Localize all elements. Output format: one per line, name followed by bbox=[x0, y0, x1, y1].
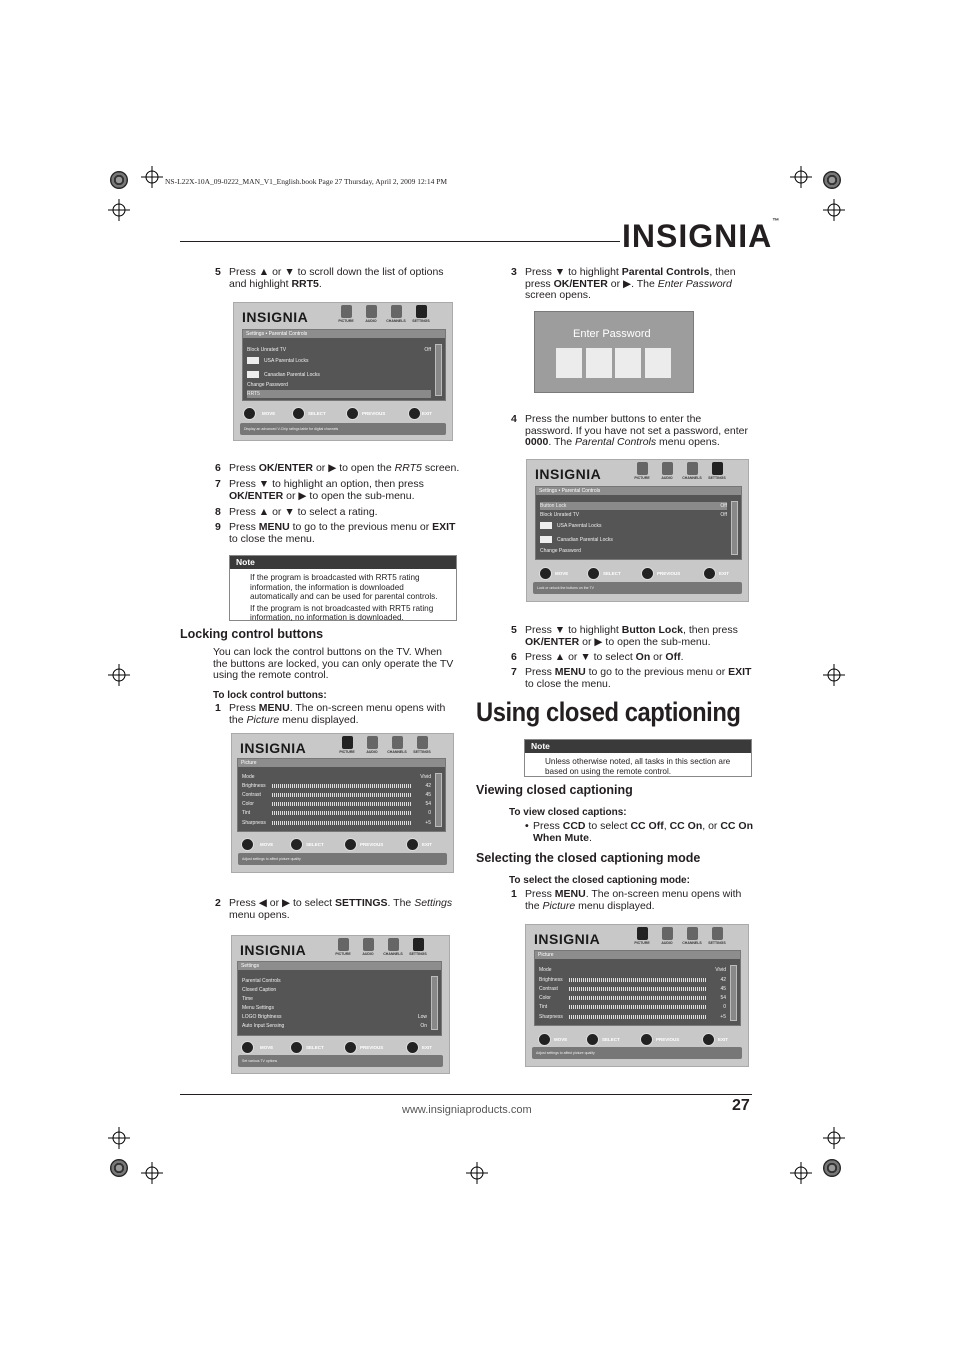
tab-channels: CHANNELS bbox=[385, 305, 407, 323]
locking-paragraph: You can lock the control buttons on the TV. When the buttons are locked, you can only operate the TV using the remote control. bbox=[213, 646, 454, 681]
tab-settings: SETTINGS bbox=[706, 462, 728, 480]
menu-row: Closed Caption bbox=[242, 987, 277, 993]
footer-url: www.insigniaproducts.com bbox=[402, 1104, 532, 1116]
tab-channels: CHANNELS bbox=[386, 736, 408, 754]
menu-row: Auto Input Sensing On bbox=[242, 1023, 427, 1029]
help-text: Adjust settings to affect picture quality bbox=[238, 853, 447, 865]
nav-legend: MOVE SELECT PREVIOUS EXIT bbox=[532, 1033, 742, 1046]
registration-disc-icon bbox=[823, 1159, 841, 1177]
step-6: 6 Press OK/ENTER or ▶ to open the RRT5 screen. bbox=[215, 462, 460, 474]
lock-step-1: 1 Press MENU. The on-screen menu opens with the Picture menu displayed. bbox=[215, 702, 446, 726]
tv-screen-settings bbox=[231, 935, 450, 1074]
menu-row: Sharpness +5 bbox=[539, 1014, 726, 1020]
footer-rule bbox=[180, 1094, 752, 1095]
tv-screen-picture bbox=[231, 733, 454, 873]
menu-row: Contrast 45 bbox=[539, 986, 726, 992]
step-5-scroll: 5 Press ▲ or ▼ to scroll down the list of options and highlight RRT5. bbox=[215, 266, 444, 290]
tab-picture: PICTURE bbox=[332, 938, 354, 956]
header-rule bbox=[180, 241, 620, 242]
step-9: 9 Press MENU to go to the previous menu or EXIT to close the menu. bbox=[215, 521, 456, 545]
tab-settings: SETTINGS bbox=[706, 927, 728, 945]
canada-flag-icon bbox=[247, 371, 259, 378]
menu-row: Tint 0 bbox=[242, 810, 431, 816]
password-digit-box bbox=[556, 348, 582, 378]
tab-settings: SETTINGS bbox=[407, 938, 429, 956]
tab-audio: AUDIO bbox=[656, 462, 678, 480]
help-text: Adjust settings to affect picture quality bbox=[532, 1047, 742, 1059]
canada-flag-icon bbox=[540, 536, 552, 543]
crosshair-icon bbox=[141, 1162, 163, 1184]
menu-row: Mode Vivid bbox=[539, 967, 726, 973]
step-4: 4 Press the number buttons to enter the password. If you have not set a password, enter 0000. The Parental Controls menu opens. bbox=[511, 413, 748, 448]
tab-picture: PICTURE bbox=[631, 927, 653, 945]
tv-logo: INSIGNIA bbox=[534, 931, 601, 947]
nav-legend: MOVE SELECT PREVIOUS EXIT bbox=[533, 567, 742, 580]
menu-row: Block Unrated TV Off bbox=[247, 347, 431, 353]
menu-row: Parental Controls bbox=[242, 978, 281, 984]
crosshair-icon bbox=[823, 199, 845, 221]
crosshair-icon bbox=[141, 166, 163, 188]
tab-audio: AUDIO bbox=[360, 305, 382, 323]
tab-audio: AUDIO bbox=[357, 938, 379, 956]
step-5-button-lock: 5 Press ▼ to highlight Button Lock, then press OK/ENTER or ▶ to open the sub-menu. bbox=[511, 624, 738, 648]
procedure-heading-select: To select the closed captioning mode: bbox=[509, 875, 690, 886]
menu-row: Block Unrated TV Off bbox=[540, 512, 727, 518]
step-7: 7 Press ▼ to highlight an option, then press OK/ENTER or ▶ to open the sub-menu. bbox=[215, 478, 424, 502]
procedure-heading-lock: To lock control buttons: bbox=[213, 690, 327, 701]
menu-row: Canadian Parental Locks bbox=[540, 536, 727, 544]
menu-title: Picture bbox=[238, 759, 445, 767]
page-title: Using closed captioning bbox=[476, 697, 741, 727]
registration-disc-icon bbox=[823, 171, 841, 189]
help-text: Lock or unlock the buttons on the TV bbox=[533, 582, 742, 594]
help-text: Set various TV options bbox=[238, 1055, 443, 1067]
procedure-heading-view: To view closed captions: bbox=[509, 807, 627, 818]
tab-settings: SETTINGS bbox=[411, 736, 433, 754]
tab-channels: CHANNELS bbox=[681, 927, 703, 945]
password-digit-box bbox=[615, 348, 641, 378]
scrollbar bbox=[435, 344, 442, 396]
tab-audio: AUDIO bbox=[361, 736, 383, 754]
password-digit-box bbox=[645, 348, 671, 378]
tab-audio: AUDIO bbox=[656, 927, 678, 945]
password-digit-box bbox=[586, 348, 612, 378]
step-7-close: 7 Press MENU to go to the previous menu or EXIT to close the menu. bbox=[511, 666, 752, 690]
menu-row: Change Password bbox=[247, 382, 288, 388]
menu-row: Sharpness +5 bbox=[242, 820, 431, 826]
note-label: Note bbox=[230, 556, 456, 569]
nav-legend: MOVE SELECT PREVIOUS EXIT bbox=[240, 407, 446, 420]
menu-row-selected: RRT5 bbox=[247, 390, 431, 398]
tv-logo: INSIGNIA bbox=[535, 466, 602, 482]
menu-title: Picture bbox=[535, 951, 740, 959]
crosshair-icon bbox=[108, 199, 130, 221]
nav-legend: MOVE SELECT PREVIOUS EXIT bbox=[238, 838, 447, 851]
menu-row: Tint 0 bbox=[539, 1004, 726, 1010]
menu-row: Brightness 42 bbox=[539, 977, 726, 983]
menu-row: Canadian Parental Locks bbox=[247, 371, 431, 379]
select-step-1: 1 Press MENU. The on-screen menu opens with the Picture menu displayed. bbox=[511, 888, 742, 912]
usa-flag-icon bbox=[540, 522, 552, 529]
tab-settings: SETTINGS bbox=[410, 305, 432, 323]
menu-row: Change Password bbox=[540, 548, 581, 554]
registration-disc-icon bbox=[110, 1159, 128, 1177]
menu-row: Contrast 45 bbox=[242, 792, 431, 798]
tab-picture: PICTURE bbox=[336, 736, 358, 754]
note-text: If the program is not broadcasted with RRT5 rating information, no information is downloaded. bbox=[250, 603, 434, 622]
section-heading-selecting: Selecting the closed captioning mode bbox=[476, 851, 701, 865]
menu-row: Color 54 bbox=[539, 995, 726, 1001]
nav-legend: MOVE SELECT PREVIOUS EXIT bbox=[238, 1041, 443, 1054]
crosshair-icon bbox=[108, 664, 130, 686]
scrollbar bbox=[435, 773, 442, 827]
menu-title: Settings • Parental Controls bbox=[536, 487, 741, 495]
tv-logo: INSIGNIA bbox=[240, 942, 307, 958]
page-number: 27 bbox=[732, 1097, 750, 1114]
crosshair-icon bbox=[790, 1162, 812, 1184]
usa-flag-icon bbox=[247, 357, 259, 364]
menu-row: Time bbox=[242, 996, 253, 1002]
menu-title: Settings • Parental Controls bbox=[243, 330, 445, 338]
menu-row: Menu Settings bbox=[242, 1005, 274, 1011]
step-3: 3 Press ▼ to highlight Parental Controls, then press OK/ENTER or ▶. The Enter Password screen opens. bbox=[511, 266, 736, 301]
tab-channels: CHANNELS bbox=[382, 938, 404, 956]
tab-channels: CHANNELS bbox=[681, 462, 703, 480]
menu-row: LOGO Brightness Low bbox=[242, 1014, 427, 1020]
enter-password-screen bbox=[534, 311, 694, 393]
crosshair-icon bbox=[823, 1127, 845, 1149]
menu-row: Mode Vivid bbox=[242, 774, 431, 780]
view-bullet: • Press CCD to select CC Off, CC On, or CC On When Mute. bbox=[525, 820, 753, 844]
scrollbar bbox=[730, 965, 737, 1021]
note-closed-captioning bbox=[524, 739, 752, 777]
lock-step-2: 2 Press ◀ or ▶ to select SETTINGS. The Settings menu opens. bbox=[215, 897, 453, 921]
menu-row: Color 54 bbox=[242, 801, 431, 807]
tv-screen-picture bbox=[525, 924, 749, 1067]
tab-picture: PICTURE bbox=[335, 305, 357, 323]
note-text: Unless otherwise noted, all tasks in this section are based on using the remote control. bbox=[545, 757, 731, 776]
registration-disc-icon bbox=[110, 171, 128, 189]
print-info: NS-L22X-10A_09-0222_MAN_V1_English.book Page 27 Thursday, April 2, 2009 12:14 PM bbox=[165, 177, 448, 186]
step-6-on-off: 6 Press ▲ or ▼ to select On or Off. bbox=[511, 651, 684, 663]
tv-logo: INSIGNIA bbox=[242, 309, 309, 325]
section-heading-locking: Locking control buttons bbox=[180, 627, 324, 641]
note-rrt5 bbox=[229, 555, 457, 621]
crosshair-icon bbox=[823, 664, 845, 686]
crosshair-icon bbox=[790, 166, 812, 188]
tv-logo: INSIGNIA bbox=[240, 740, 307, 756]
help-text: Display an advanced V-Chip ratings table for digital channels bbox=[240, 423, 446, 435]
tv-screen-parental-controls bbox=[526, 459, 749, 602]
menu-row: Brightness 42 bbox=[242, 783, 431, 789]
crosshair-icon bbox=[108, 1127, 130, 1149]
password-title: Enter Password bbox=[573, 328, 651, 340]
menu-row: USA Parental Locks bbox=[540, 522, 727, 530]
scrollbar bbox=[431, 976, 438, 1030]
note-label: Note bbox=[525, 740, 751, 753]
menu-row-selected: Button Lock Off bbox=[540, 503, 727, 509]
section-heading-viewing: Viewing closed captioning bbox=[476, 783, 633, 797]
crosshair-icon bbox=[466, 1162, 488, 1184]
step-8: 8 Press ▲ or ▼ to select a rating. bbox=[215, 506, 378, 518]
tab-picture: PICTURE bbox=[631, 462, 653, 480]
tv-screen-rrt5 bbox=[233, 302, 453, 441]
menu-row: USA Parental Locks bbox=[247, 357, 431, 365]
scrollbar bbox=[731, 501, 738, 555]
brand-logo: INSIGNIA™ bbox=[622, 218, 781, 254]
note-text: If the program is broadcasted with RRT5 rating information, the information is downloaded automatically and can be used for parental controls. bbox=[250, 573, 438, 601]
menu-title: Settings bbox=[238, 962, 441, 970]
